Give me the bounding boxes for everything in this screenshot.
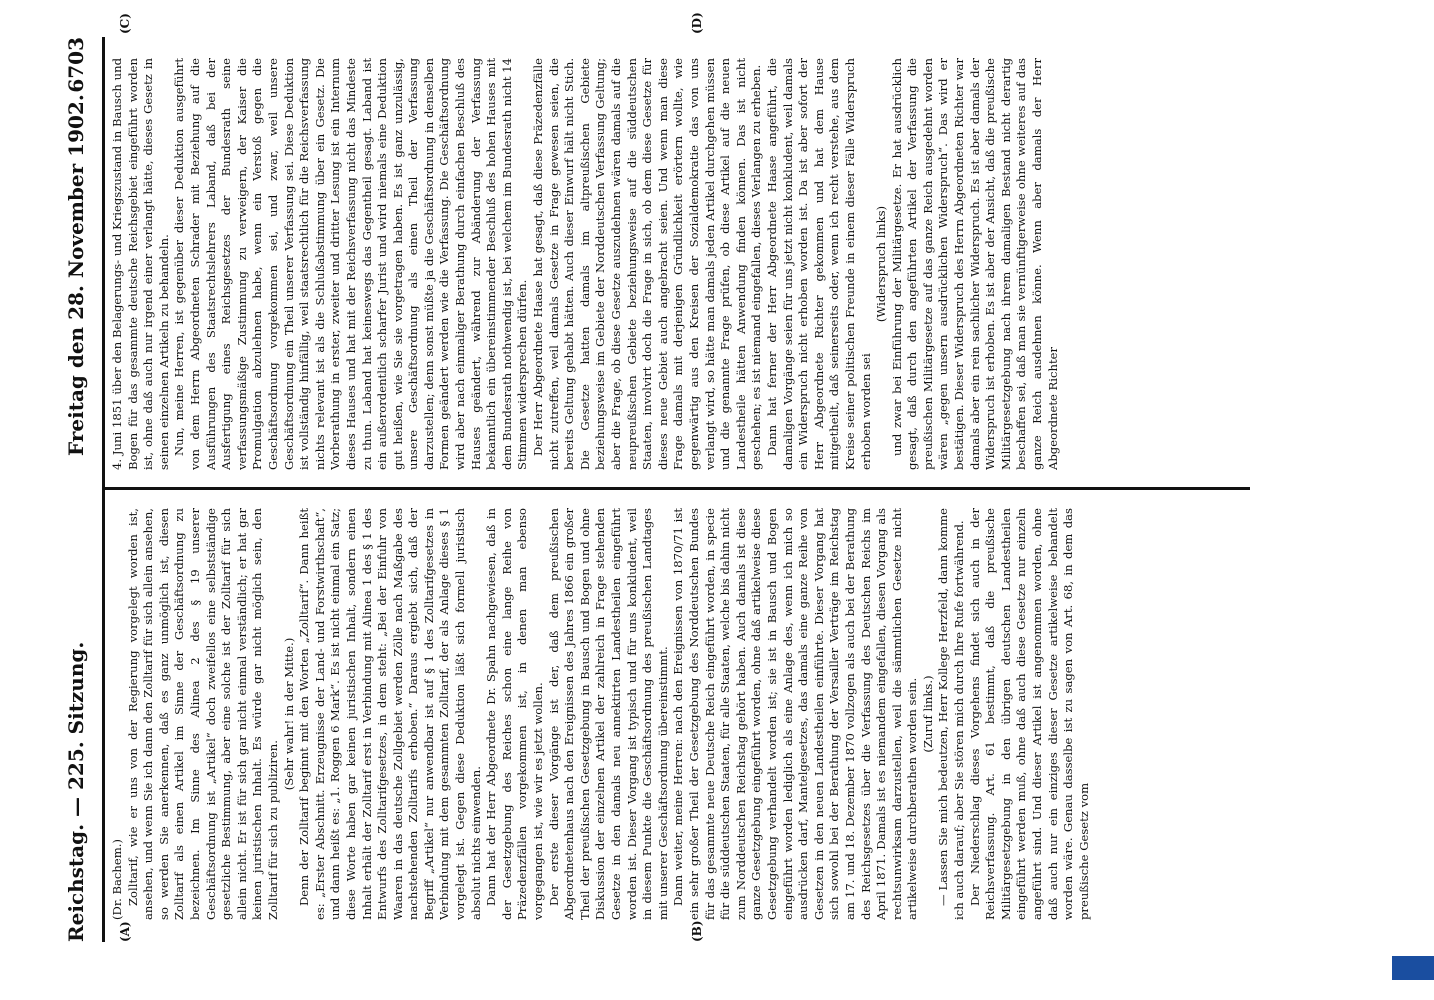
rotated-page [40,0,1388,1000]
paragraph: Nun, meine Herren, ist gegenüber dieser Deduktion ausgeführt von dem Herrn Abgeordneten Schrader mit Beziehung auf die Ausführungen des Staatsrechtslehrers Laband, daß bei der Ausfertigung eines Reichsgesetzes der Bundesrath seine verfassungsmäßige Zustimmung zu verweigern, der Kaiser die Promulgation abzulehnen habe, wenn ein Verstoß gegen die Geschäftsordnung vorgekommen sei, und zwar, weil unsere Geschäftsordnung ein Theil unserer Verfassung sei. Diese Deduktion ist vollständig hinfällig, weil staatsrechtlich für die Reichsverfassung nichts relevant ist als die Schlußabstimmung über ein Gesetz. Die Vorberathung in erster, zweiter und dritter Lesung ist ein Internum dieses Hauses und hat mit der Reichsverfassung nicht das Mindeste zu thun. Laband hat keineswegs das Gegentheil gesagt. Laband ist ein außerordentlich scharfer Jurist und wird niemals eine Deduktion gut heißen, wie Sie sie vorgetragen haben. Es ist ganz unzulässig, unsere Geschäftsordnung als einen Theil der Verfassung darzustellen; denn sonst müßte ja die Geschäftsordnung in denselben Formen geändert werden wie die Verfassung. Die Geschäftsordnung wird aber nach einmaliger Berathung durch einfachen Beschluß des Hauses geändert, während zur Abänderung der Verfassung bekanntlich ein übereinstimmender Beschluß des hohen Hauses mit dem Bundesrath nothwendig ist, bei welchem im Bundesrath nicht 14 Stimmen widersprechen dürfen. [172,58,530,470]
header-date: Freitag den 28. November 1902. [64,94,88,456]
margin-marker-c: (C) [118,13,132,34]
margin-marker-a: (A) [118,921,132,942]
interjection: (Zuruf links.) [920,675,935,753]
paragraph: und zwar bei Einführung der Militärgesetze. Er hat ausdrücklich gesagt, daß durch den angeführten Artikel der Verfassung die preußischen Militärgesetze auf das ganze Reich ausgedehnt worden wären „gegen unsern ausdrücklichen Widerspruch“. Das wird er bestätigen. Dieser Widerspruch des Herrn Abgeordneten Richter war damals aber ein rein sachlicher Widerspruch. Es ist aber damals der Widerspruch ist erhoben. Es ist aber der Ansicht, daß die preußische Militärgesetzgebung nach ihrem damaligen Bestand nicht derartig beschaffen sei, daß man sie vernünftigerweise ohne weiteres auf das ganze Reich ausdehnen könne. Wenn aber damals der Herr Abgeordnete Richter [889,58,1060,470]
speaker-note: (Dr. Bachem.) [110,839,124,920]
header-left: Reichstag. — 225. Sitzung. [64,641,88,942]
paragraph: Dann hat ferner der Herr Abgeordnete Haase angeführt, die damaligen Vorgänge seien für uns jetzt nicht konkludent, weil damals ein Widerspruch nicht erhoben worden ist. Da ist aber sofort der Herr Abgeordnete Richter gekommen und hat dem Hause mitgetheilt, daß seinerseits oder, wenn ich recht verstehe, aus dem Kreise seiner politischen Freunde in einem dieser Fälle Widerspruch erhoben worden sei [764,58,873,470]
paragraph: — Lassen Sie mich bedeutzen, Herr Kollege Herzfeld, dann komme ich auch darauf; aber Sie stören mich durch Ihre Rufe fortwährend. [936,508,967,920]
margin-marker-b: (B) [690,920,704,942]
dfg-logo [1392,956,1434,980]
paragraph: Dann weiter, meine Herren: nach den Ereignissen von 1870/71 ist ein sehr großer Theil der Gesetzgebung des Norddeutschen Bundes für das gesammte neue Deutsche Reich eingeführt worden, in specie für die süddeutschen Staaten, für alle Staaten, welche bis dahin nicht zum Norddeutschen Reichstag gehört haben. Auch damals ist diese ganze Gesetzgebung eingeführt worden, ohne daß artikelweise diese Gesetzgebung verhandelt worden ist; sie ist in Bausch und Bogen eingeführt worden lediglich als eine Anlage des, wenn ich mich so ausdrücken darf, Mantelgesetzes, das damals eine ganze Reihe von Gesetzen in den neuen Landestheilen einführte. Dieser Vorgang hat sich sowohl bei der Berathung der Versailler Verträge im Reichstag am 17. und 18. Dezember 1870 vollzogen als auch bei der Berathung des Reichsgesetzes über die Verfassung des Deutschen Reichs im April 1871. Damals ist es niemandem eingefallen, diesen Vorgang als rechtsunwirksam darzustellen, weil die sämmtlichen Gesetze nicht artikelweise durchberathen worden sein. [671,508,920,920]
left-column [110,508,1260,920]
paragraph: Dann hat der Herr Abgeordnete Dr. Spahn nachgewiesen, daß in der Gesetzgebung des Reiches schon eine lange Reihe von Präzedenzfällen vorgekommen ist, in denen man ebenso vorgegangen ist, wie wir es jetzt wollen. [484,508,546,920]
right-column [110,58,1260,470]
interjection: (Widerspruch links) [874,205,889,323]
margin-marker-d: (D) [690,12,704,34]
paragraph: Der erste dieser Vorgänge ist der, daß dem preußischen Abgeordnetenhaus nach den Ereignissen des Jahres 1866 ein großer Theil der preußischen Gesetzgebung in Bausch und Bogen und ohne Diskussion der einzelnen Artikel der zahlreich in Frage stehenden Gesetze in den damals neu annektirten Landestheilen eingeführt worden ist. Dieser Vorgang ist typisch und für uns konkludent, weil in diesem Punkte die Geschäftsordnung des preußischen Landtages mit unserer Geschäftsordnung übereinstimmt. [546,508,670,920]
paragraph: 4. Juni 1851 über den Belagerungs- und Kriegszustand in Bausch und Bogen für das gesammte deutsche Reichsgebiet eingeführt worden ist, ohne daß auch nur irgend einer verlangt hätte, dieses Gesetz in seinen einzelnen Artikeln zu behandeln. [110,58,171,470]
paragraph: Der Herr Abgeordnete Haase hat gesagt, daß diese Präzedenzfälle nicht zutreffen, weil damals Gesetze in Frage gewesen seien, die bereits Geltung gehabt hätten. Auch dieser Einwurf hält nicht Stich. Die Gesetze hatten damals im altpreußischen Gebiete beziehungsweise im Gebiete der Norddeutschen Verfassung Geltung; aber die Frage, ob diese Gesetze auszudehnen wären damals auf die neupreußischen Gebiete beziehungsweise auf die süddeutschen Staaten, involvirt doch die Frage in sich, ob dem diese Gesetze für dieses neue Gebiet auch angebracht seien. Und wenn man diese Frage damals mit derjenigen Gründlichkeit erörtern wollte, wie gegenwärtig aus den Kreisen der Sozialdemokratie das von uns verlangt wird, so hätte man damals jeden Artikel durchgehen müssen und die genannte Frage prüfen, ob diese Artikel auf die neuen Landestheile hätten Anwendung finden können. Das ist nicht geschehen; es ist niemand eingefallen, dieses Verlangen zu erheben. [531,58,764,470]
interjection: (Sehr wahr! in der Mitte.) [281,637,296,791]
running-header [58,37,102,942]
paragraph: Denn der Zolltarif beginnt mit den Worten „Zolltarif“. Dann heißt es: „Erster Abschnitt. Erzeugnisse der Land- und Forstwirthschaft“, und dann heißt es: „1. Roggen 6 Mark“. Es ist nicht einmal ein Satz; diese Worte haben gar keinen juristischen Inhalt, sondern einen Inhalt erhält der Zolltarif erst in Verbindung mit Alinea 1 des § 1 des Entwurfs des Zolltarifgesetzes, in dem steht: „Bei der Einfuhr von Waaren in das deutsche Zollgebiet werden Zölle nach Maßgabe des nachstehenden Zolltarifs erhoben.“ Daraus ergiebt sich, daß der Begriff „Artikel“ nur anwendbar ist auf § 1 des Zolltarifgesetzes in Verbindung mit dem gesammten Zolltarif, der als Anlage dieses § 1 vorgelegt ist. Gegen diese Deduktion läßt sich formell juristisch absolut nichts einwenden. [297,508,483,920]
column-rule [102,487,1250,490]
paragraph: Zolltarif, wie er uns von der Regierung vorgelegt worden ist, ansehen, und wenn Sie ich dann den Zolltarif für sich allein ansehen, so werden Sie anerkennen, daß es ganz unmöglich ist, diesen Zolltarif als einen Artikel im Sinne der Geschäftsordnung zu bezeichnen. Im Sinne des Alinea 2 des § 19 unserer Geschäftsordnung ist „Artikel“ doch zweifellos eine selbstständige gesetzliche Bestimmung, aber eine solche ist der Zolltarif für sich allein nicht. Er ist für sich gar nicht einmal verständlich; er hat gar keinen juristischen Inhalt. Es würde gar nicht möglich sein, den Zolltarif für sich zu publiziren. [125,508,280,920]
digitization-credit [1398,20,1422,980]
page-number: 6703 [64,37,88,93]
paragraph: Der Niederschlag dieses Vorgehens findet sich auch in der Reichsverfassung. Art. 61 bestimmt, daß die preußische Militärgesetzgebung in den übrigen deutschen Landestheilen eingeführt werden muß, ohne daß auch diese Gesetze nur einzeln angeführt sind. Und dieser Artikel ist angenommen worden, ohne daß auch nur ein einziges dieser Gesetze artikelweise behandelt worden wäre. Genau dasselbe ist zu sagen von Art. 68, in dem das preußische Gesetz vom [967,508,1091,920]
